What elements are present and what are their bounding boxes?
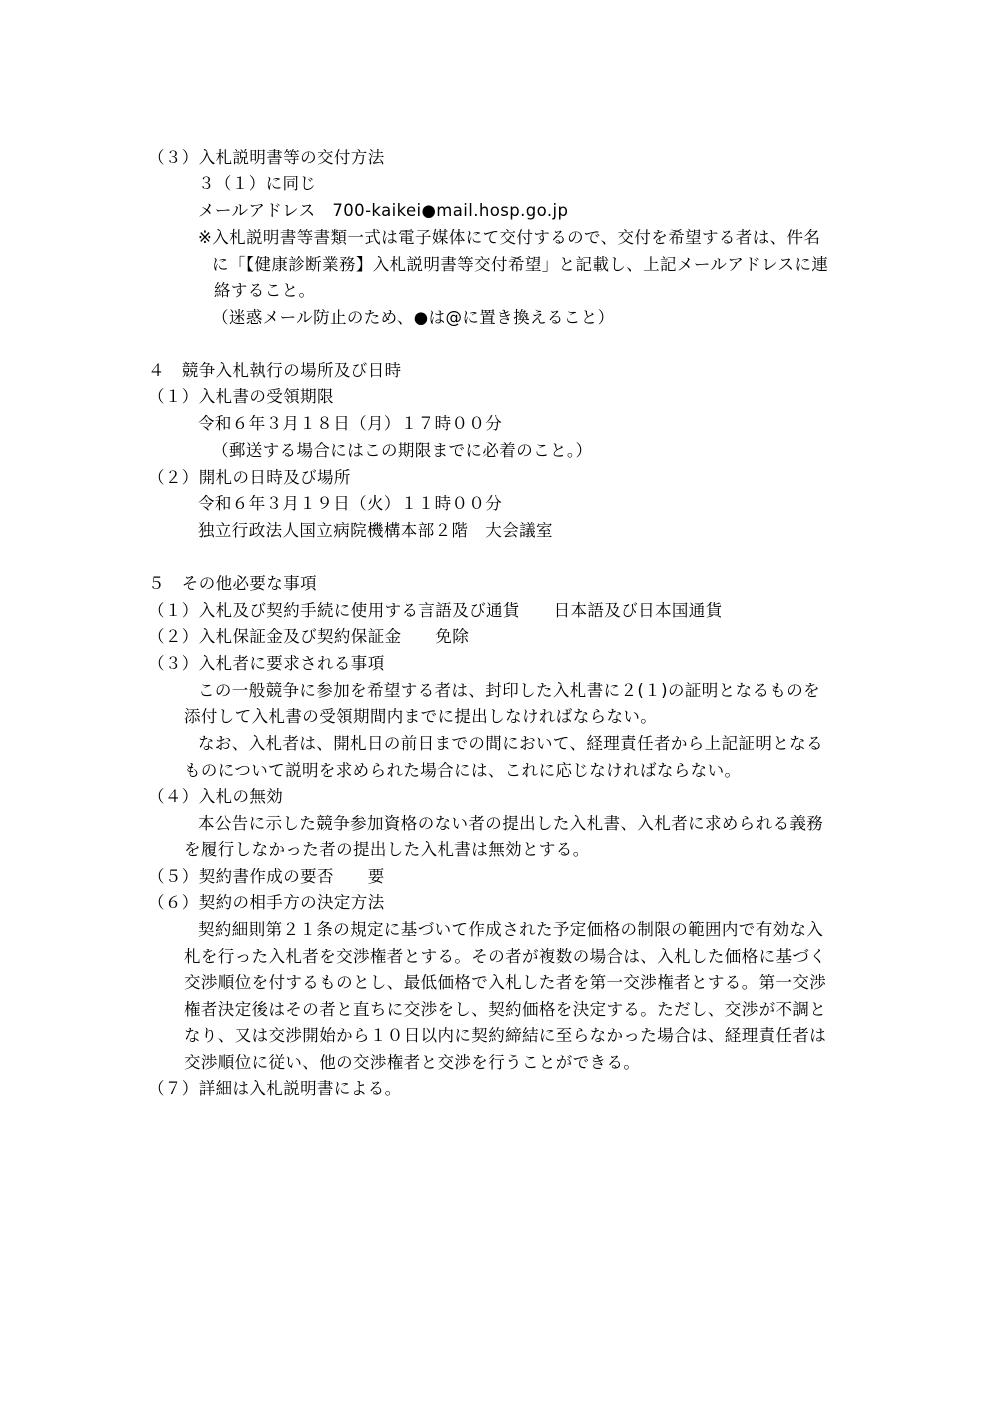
- section-5-3-heading: （３）入札者に要求される事項: [148, 654, 385, 673]
- section-4-1-note: （郵送する場合にはこの期限までに必着のこと。）: [212, 441, 593, 460]
- section-4-2-heading: （２）開札の日時及び場所: [148, 468, 351, 487]
- section-5-6-heading: （６）契約の相手方の決定方法: [148, 893, 385, 912]
- section-5-heading: ５ その他必要な事項: [148, 574, 317, 593]
- section-5-4-paragraph-line-1: 本公告に示した競争参加資格のない者の提出した入札書、入札者に求められる義務: [198, 814, 824, 833]
- section-3-3-note-line-1: ※入札説明書等書類一式は電子媒体にて交付するので、交付を希望する者は、件名: [198, 228, 821, 247]
- section-5-3-paragraph-2-line-1: なお、入札者は、開札日の前日までの間において、経理責任者から上記証明となる: [198, 734, 823, 753]
- section-3-3-note-line-3: 絡すること。: [214, 281, 316, 300]
- section-5-6-paragraph-line-6: 交渉順位に従い、他の交渉権者と交渉を行うことができる。: [184, 1053, 641, 1072]
- section-5-4-heading: （４）入札の無効: [148, 787, 284, 806]
- section-5-3-paragraph-1-line-2: 添付して入札書の受領期間内までに提出しなければならない。: [184, 707, 658, 726]
- section-3-3-email: メールアドレス 700-kaikei●mail.hosp.go.jp: [198, 201, 569, 220]
- section-4-2-place: 独立行政法人国立病院機構本部２階 大会議室: [198, 521, 553, 540]
- section-5-6-paragraph-line-1: 契約細則第２１条の規定に基づいて作成された予定価格の制限の範囲内で有効な入: [198, 920, 824, 939]
- section-5-4-paragraph-line-2: を履行しなかった者の提出した入札書は無効とする。: [184, 840, 590, 859]
- section-4-1-heading: （１）入札書の受領期限: [148, 387, 334, 406]
- section-3-3-same-as: ３（１）に同じ: [198, 174, 317, 193]
- section-4-2-datetime: 令和６年３月１９日（火）１１時００分: [198, 494, 503, 513]
- section-3-3-heading: （３）入札説明書等の交付方法: [148, 148, 385, 167]
- section-5-1-language-currency: （１）入札及び契約手続に使用する言語及び通貨 日本語及び日本国通貨: [148, 601, 723, 620]
- section-5-6-paragraph-line-2: 札を行った入札者を交渉権者とする。その者が複数の場合は、入札した価格に基づく: [184, 947, 827, 966]
- section-5-3-paragraph-2-line-2: ものについて説明を求められた場合には、これに応じなければならない。: [184, 761, 742, 780]
- section-5-6-paragraph-line-5: なり、又は交渉開始から１０日以内に契約締結に至らなかった場合は、経理責任者は: [184, 1026, 827, 1045]
- section-5-3-paragraph-1-line-1: この一般競争に参加を希望する者は、封印した入札書に２(１)の証明となるものを: [198, 681, 821, 700]
- section-3-3-note-line-4: （迷惑メール防止のため、●は@に置き換えること）: [212, 308, 615, 327]
- section-5-2-deposit: （２）入札保証金及び契約保証金 免除: [148, 627, 470, 646]
- section-5-5-contract-document: （５）契約書作成の要否 要: [148, 867, 385, 886]
- section-5-6-paragraph-line-4: 権者決定後はその者と直ちに交渉をし、契約価格を決定する。ただし、交渉が不調と: [184, 1000, 827, 1019]
- section-4-1-deadline: 令和６年３月１８日（月）１７時００分: [198, 414, 503, 433]
- section-3-3-note-line-2: に「【健康診断業務】入札説明書等交付希望」と記載し、上記メールアドレスに連: [212, 255, 829, 274]
- section-4-heading: ４ 競争入札執行の場所及び日時: [148, 361, 402, 380]
- section-5-6-paragraph-line-3: 交渉順位を付するものとし、最低価格で入札した者を第一交渉権者とする。第一交渉: [184, 973, 827, 992]
- section-5-7-details: （７）詳細は入札説明書による。: [148, 1079, 402, 1098]
